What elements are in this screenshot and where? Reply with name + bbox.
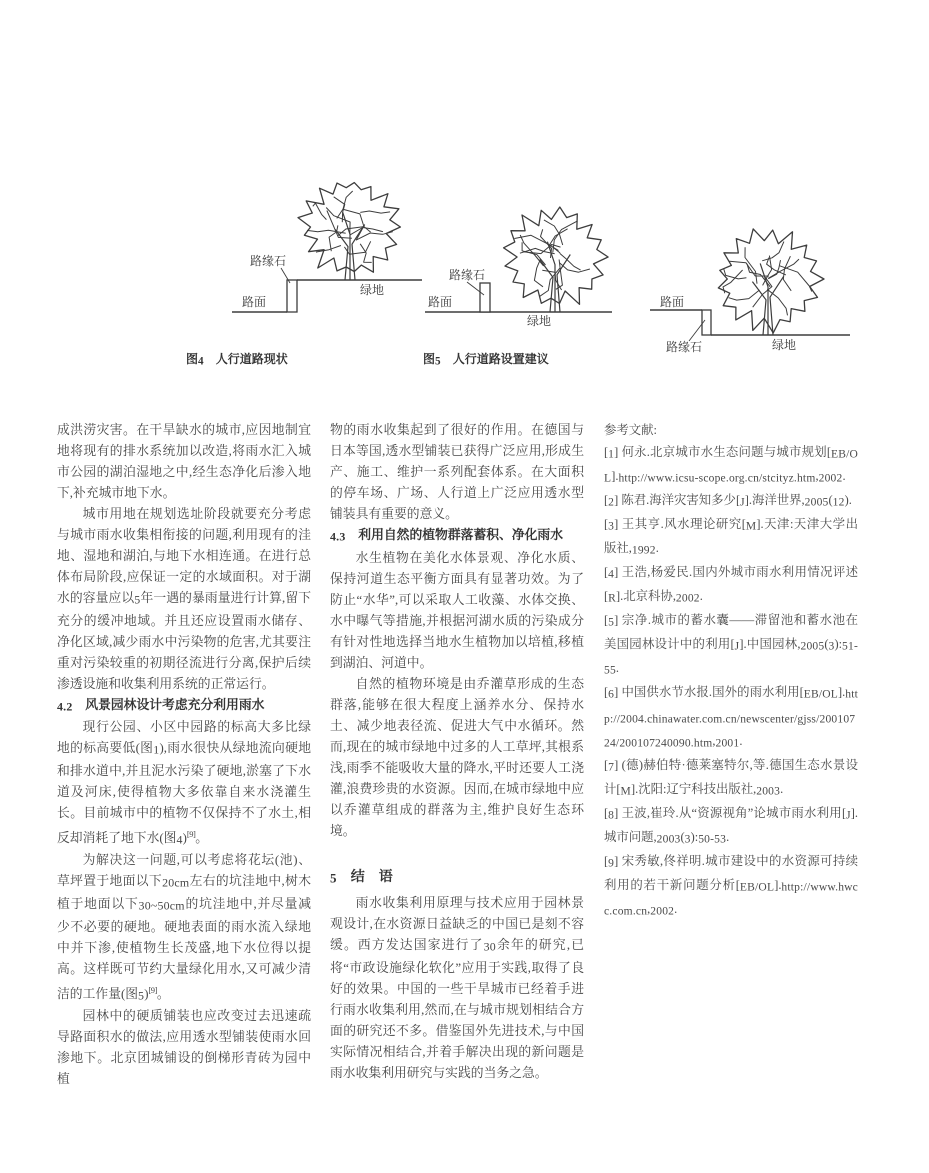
green-label: 绿地 bbox=[527, 314, 552, 328]
tree-sketch bbox=[504, 207, 608, 312]
left-column bbox=[57, 420, 311, 1090]
road-label: 路面 bbox=[242, 295, 267, 309]
curb-label: 路缘石 bbox=[449, 268, 486, 282]
reference-item: [1] 何永.北京城市水生态问题与城市规划[EB/OL].http://www.icsu-scope.org.cn/stcityz.htm,2002. bbox=[604, 444, 858, 485]
green-label: 绿地 bbox=[360, 283, 385, 297]
figure-canvas bbox=[150, 168, 880, 364]
middle-column bbox=[330, 420, 584, 1084]
paragraph: 为解决这一问题,可以考虑将花坛(池)、草坪置于地面以下20cm左右的坑洼地中,树木植于地面以下30~50cm的坑洼地中,并尽量减少不必要的硬地。硬地表面的雨水流入绿地中并下渗,使植物生长茂盛,地下水位得以提高。这样既可节约大量绿化用水,又可减少清洁的工作量(图5)[9]。 bbox=[57, 853, 312, 1003]
references-title: 参考文献: bbox=[604, 423, 658, 437]
figure4-caption: 图4 人行道路现状 bbox=[186, 352, 288, 368]
section-heading-4-2: 4.2 风景园林设计考虑充分利用雨水 bbox=[57, 697, 265, 714]
reference-item: [5] 宗净.城市的蓄水囊——滞留池和蓄水池在美国园林设计中的利用[J].中国园林,2005(3):51-55. bbox=[604, 613, 858, 677]
reference-item: [4] 王浩,杨爱民.国内外城市雨水利用情况评述[R].北京科协,2002. bbox=[604, 564, 858, 605]
tree-sketch bbox=[298, 183, 400, 280]
figure5-suggested-sidewalk-diagram bbox=[425, 207, 612, 328]
section-heading-5-conclusion: 5 结 语 bbox=[330, 869, 393, 886]
sunken-greenbelt-diagram bbox=[650, 229, 850, 354]
reference-item: [2] 陈君.海洋灾害知多少[J].海洋世界,2005(12). bbox=[604, 492, 852, 509]
reference-item: [9] 宋秀敏,佟祥明.城市建设中的水资源可持续利用的若干新问题分析[EB/OL].http://www.hwcc.com.cn,2002. bbox=[604, 854, 858, 918]
references-column bbox=[604, 420, 858, 923]
reference-item: [3] 王其亨.风水理论研究[M].天津:天津大学出版社,1992. bbox=[604, 516, 858, 557]
curb-label: 路缘石 bbox=[250, 254, 287, 268]
reference-item: [8] 王波,崔玲.从“资源视角”论城市雨水利用[J].城市问题,2003(3):50-53. bbox=[604, 805, 858, 846]
curb-label: 路缘石 bbox=[666, 340, 703, 354]
road-label: 路面 bbox=[428, 295, 453, 309]
section-heading-4-3: 4.3 利用自然的植物群落蓄积、净化雨水 bbox=[330, 528, 564, 544]
paragraph: 水生植物在美化水体景观、净化水质、保持河道生态平衡方面具有显著功效。为了防止“水华”,可以采取人工收藻、水体交换、水中曝气等措施,并根据河湖水质的污染成分有针对性地选择当地水生植物加以培植,移植到湖泊、河道中。 bbox=[330, 550, 584, 670]
paragraph: 城市用地在规划选址阶段就要充分考虑与城市雨水收集相衔接的问题,利用现有的洼地、湿地和湖泊,与地下水相连通。在进行总体布局阶段,应保证一定的水域面积。对于湖水的容量应以5年一遇的暴雨量进行计算,留下充分的缓冲地域。并且还应设置雨水储存、净化区域,减少雨水中污染物的危害,尤其要注重对污染较重的初期径流进行分离,保护后续渗透设施和收集利用系统的正常运行。 bbox=[57, 507, 311, 691]
reference-item: [7] (德)赫伯特·德莱塞特尔,等.德国生态水景设计[M].沈阳:辽宁科技出版社,2003. bbox=[604, 757, 858, 798]
curb-stone-shape bbox=[480, 283, 490, 312]
paragraph: 物的雨水收集起到了很好的作用。在德国与日本等国,透水型铺装已获得广泛应用,形成生产、施工、维护一系列配套体系。在大面积的停车场、广场、人行道上广泛应用透水型铺装具有重要的意义。 bbox=[330, 423, 584, 521]
paragraph: 自然的植物环境是由乔灌草形成的生态群落,能够在很大程度上涵养水分、保持水土、减少地表径流、促进大气中水循环。然而,现在的城市绿地中过多的人工草坪,其根系浅,雨季不能吸收大量的降水,平时还要人工浇灌,浪费珍贵的水资源。因而,在城市绿地中应以乔灌草组成的群落为主,维护良好生态环境。 bbox=[330, 676, 584, 838]
figure5-caption: 图5 人行道路设置建议 bbox=[423, 352, 549, 368]
green-label: 绿地 bbox=[772, 338, 797, 352]
tree-sketch bbox=[718, 229, 824, 335]
reference-item: [6] 中国供水节水报.国外的雨水利用[EB/OL].http://2004.chinawater.com.cn/newscenter/gjss/20010724/200107240090.htm,2001. bbox=[604, 685, 858, 750]
paragraph: 雨水收集利用原理与技术应用于园林景观设计,在水资源日益缺乏的中国已是刻不容缓。西方发达国家进行了30余年的研究,已将“市政设施绿化软化”应用于实践,取得了良好的效果。中国的一些干旱城市已经着手进行雨水收集利用,然而,在与城市规划相结合方面的研究还不多。借鉴国外先进技术,与中国实际情况相结合,并着手解决出现的新问题是雨水收集利用研究与实践的当务之急。 bbox=[330, 896, 585, 1080]
paragraph: 园林中的硬质铺装也应改变过去迅速疏导路面积水的做法,应用透水型铺装使雨水回渗地下。北京团城铺设的倒梯形青砖为园中植 bbox=[57, 1009, 311, 1087]
paragraph: 现行公园、小区中园路的标高大多比绿地的标高要低(图1),雨水很快从绿地流向硬地和排水道中,并且泥水污染了硬地,淤塞了下水道及河床,使得植物大多依靠自来水浇灌生长。目前城市中的植物不仅保持不了水土,相反却消耗了地下水(图4)[9]。 bbox=[57, 720, 312, 847]
figure4-current-sidewalk-diagram bbox=[232, 183, 422, 312]
paragraph: 成洪涝灾害。在干旱缺水的城市,应因地制宜地将现有的排水系统加以改造,将雨水汇入城市公园的湖泊湿地之中,经生态净化后渗入地下,补充城市地下水。 bbox=[57, 423, 311, 500]
curb-stone-shape bbox=[287, 280, 297, 312]
road-label: 路面 bbox=[660, 295, 685, 309]
figures-strip bbox=[150, 168, 880, 368]
